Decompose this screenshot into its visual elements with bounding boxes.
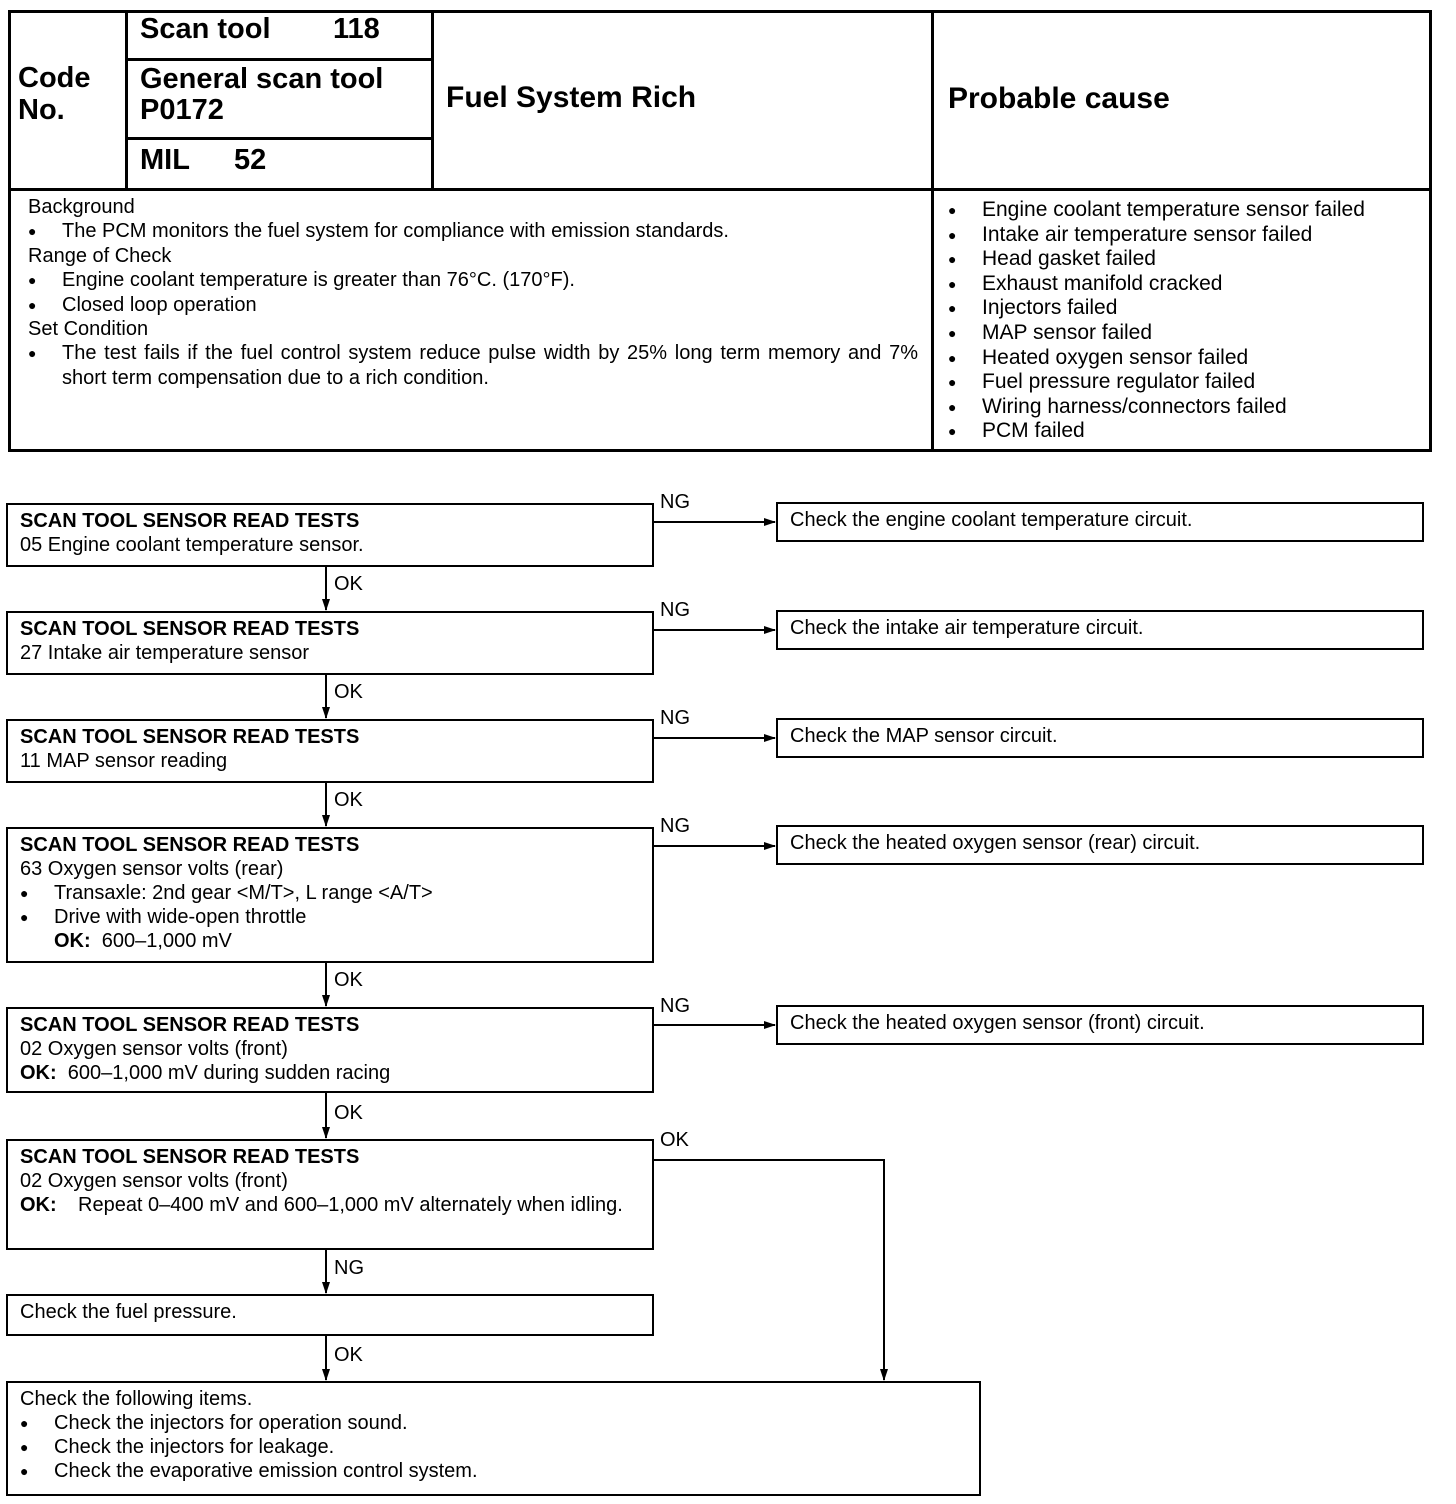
ok-criteria	[20, 1061, 640, 1085]
final-item: ● Check the evaporative emission control system.	[20, 1459, 967, 1483]
scan-tool-code: 118	[333, 13, 380, 45]
ng-label: NG	[660, 815, 690, 837]
cause-item: ● Fuel pressure regulator failed	[932, 370, 1422, 395]
ng-action-box-1: Check the engine coolant temperature circuit.	[776, 502, 1424, 542]
ng-label: NG	[660, 491, 690, 513]
general-scan-tool-code: P0172	[140, 94, 224, 126]
test-item: 11 MAP sensor reading	[20, 750, 228, 772]
test-heading: SCAN TOOL SENSOR READ TESTS	[20, 510, 360, 532]
test-heading: SCAN TOOL SENSOR READ TESTS	[20, 726, 360, 748]
fuel-pressure-box: Check the fuel pressure.	[6, 1294, 654, 1336]
test-heading: SCAN TOOL SENSOR READ TESTS	[20, 834, 360, 856]
test-box-5	[6, 1007, 654, 1093]
ng-action-box-2: Check the intake air temperature circuit.	[776, 610, 1424, 650]
background-label: Background	[28, 196, 135, 218]
ok-label: OK	[334, 681, 363, 703]
cause-item: ● Engine coolant temperature sensor failed	[932, 198, 1422, 223]
background-item: ● The PCM monitors the fuel system for compliance with emission standards.	[28, 219, 918, 243]
dtc-title: Fuel System Rich	[446, 81, 697, 114]
ok-prefix: OK:	[20, 1194, 57, 1216]
test-bullet: ● Transaxle: 2nd gear <M/T>, L range <A/T>	[20, 881, 640, 905]
final-item: ● Check the injectors for leakage.	[20, 1435, 967, 1459]
test-item: 02 Oxygen sensor volts (front)	[20, 1038, 288, 1060]
cause-item: ● MAP sensor failed	[932, 321, 1422, 346]
ok-label: OK	[334, 969, 363, 991]
ok-value: 600–1,000 mV	[101, 930, 232, 952]
range-item: ● Engine coolant temperature is greater than 76°C. (170°F).	[28, 268, 918, 292]
probable-cause-title: Probable cause	[948, 82, 1170, 115]
test-box-4	[6, 827, 654, 963]
code-no-label: Code No.	[18, 62, 91, 126]
test-bullet: ● Drive with wide-open throttle	[20, 905, 640, 929]
final-item: ● Check the injectors for operation sound.	[20, 1411, 967, 1435]
test-heading: SCAN TOOL SENSOR READ TESTS	[20, 618, 360, 640]
ok-criteria	[20, 1193, 640, 1217]
ng-action-box-3: Check the MAP sensor circuit.	[776, 718, 1424, 758]
test-heading: SCAN TOOL SENSOR READ TESTS	[20, 1014, 360, 1036]
set-condition-label: Set Condition	[28, 318, 149, 341]
ok-label: OK	[334, 1102, 363, 1124]
range-label: Range of Check	[28, 244, 172, 267]
general-scan-tool-label: General scan tool	[140, 63, 384, 95]
ng-label: NG	[660, 995, 690, 1017]
test-item: 05 Engine coolant temperature sensor.	[20, 534, 364, 556]
test-heading: SCAN TOOL SENSOR READ TESTS	[20, 1146, 360, 1168]
mil-code: 52	[234, 144, 267, 176]
ng-label: NG	[334, 1257, 364, 1279]
test-box-6	[6, 1139, 654, 1250]
cause-item: ● Exhaust manifold cracked	[932, 272, 1422, 297]
test-item: 02 Oxygen sensor volts (front)	[20, 1170, 288, 1192]
ok-prefix: OK:	[54, 930, 91, 952]
ok-criteria	[20, 929, 640, 953]
ok-value: Repeat 0–400 mV and 600–1,000 mV alternately when idling.	[78, 1194, 623, 1216]
set-condition-item: ● The test fails if the fuel control system reduce pulse width by 25% long term memory and 7% short term compensation due to a rich condition.	[28, 341, 918, 390]
ng-label: NG	[660, 707, 690, 729]
test-box-2	[6, 611, 654, 675]
test-item: 63 Oxygen sensor volts (rear)	[20, 858, 284, 880]
test-box-1	[6, 503, 654, 567]
ok-label: OK	[334, 789, 363, 811]
cause-item: ● Heated oxygen sensor failed	[932, 346, 1422, 371]
final-check-box	[6, 1381, 981, 1496]
scan-tool-label: Scan tool	[140, 13, 271, 45]
ng-action-box-4: Check the heated oxygen sensor (rear) circuit.	[776, 825, 1424, 865]
test-box-3	[6, 719, 654, 783]
ok-label: OK	[334, 1344, 363, 1366]
cause-item: ● PCM failed	[932, 419, 1422, 444]
test-item: 27 Intake air temperature sensor	[20, 642, 310, 664]
cause-item: ● Head gasket failed	[932, 247, 1422, 272]
ng-label: NG	[660, 599, 690, 621]
cause-item: ● Injectors failed	[932, 296, 1422, 321]
cause-item: ● Wiring harness/connectors failed	[932, 395, 1422, 420]
ok-value: 600–1,000 mV during sudden racing	[67, 1062, 391, 1084]
ok-label: OK	[334, 573, 363, 595]
mil-label: MIL	[140, 144, 190, 176]
range-item: ● Closed loop operation	[28, 293, 918, 317]
ng-action-box-5: Check the heated oxygen sensor (front) circuit.	[776, 1005, 1424, 1045]
cause-item: ● Intake air temperature sensor failed	[932, 223, 1422, 248]
ok-label: OK	[660, 1129, 689, 1151]
ok-prefix: OK:	[20, 1062, 57, 1084]
final-title: Check the following items.	[20, 1388, 253, 1410]
